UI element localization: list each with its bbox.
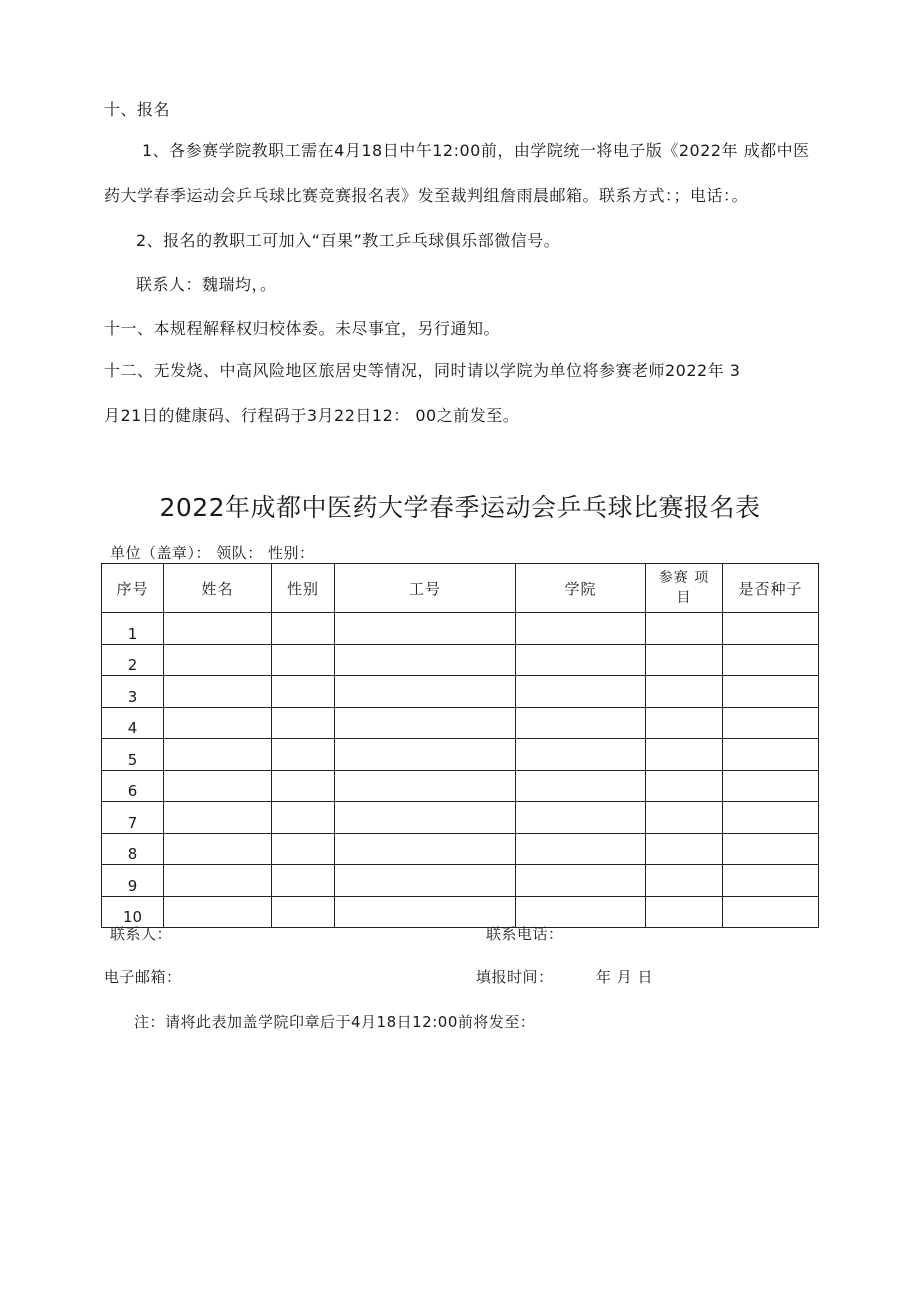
table-row xyxy=(102,613,819,645)
header-event-line-1: 参赛 项 xyxy=(658,570,710,586)
cell-name[interactable] xyxy=(164,865,272,897)
cell-name[interactable] xyxy=(164,739,272,771)
cell-staff-id[interactable] xyxy=(335,644,516,676)
row-number: 7 xyxy=(102,802,164,834)
section-10-paragraph-1-line-2: 药大学春季运动会乒乓球比赛竞赛报名表》发至裁判组詹雨晨邮箱。联系方式：；电话：。 xyxy=(104,186,749,205)
row-number: 6 xyxy=(102,770,164,802)
table-header-row xyxy=(102,564,819,613)
cell-college[interactable] xyxy=(516,613,646,645)
cell-college[interactable] xyxy=(516,802,646,834)
cell-gender[interactable] xyxy=(272,676,335,708)
cell-gender[interactable] xyxy=(272,707,335,739)
cell-name[interactable] xyxy=(164,770,272,802)
row-number: 5 xyxy=(102,739,164,771)
table-row xyxy=(102,739,819,771)
contact-person-label: 联系人： xyxy=(110,925,173,943)
cell-name[interactable] xyxy=(164,833,272,865)
row-number: 9 xyxy=(102,865,164,897)
cell-staff-id[interactable] xyxy=(335,739,516,771)
cell-name[interactable] xyxy=(164,896,272,928)
cell-staff-id[interactable] xyxy=(335,676,516,708)
row-number: 8 xyxy=(102,833,164,865)
section-10-paragraph-1-line-1: 1、各参赛学院教职工需在4月18日中午12:00前，由学院统一将电子版《2022年 成都中医 xyxy=(142,141,810,160)
cell-staff-id[interactable] xyxy=(335,802,516,834)
cell-gender[interactable] xyxy=(272,896,335,928)
cell-college[interactable] xyxy=(516,707,646,739)
section-12-line-2: 月21日的健康码、行程码于3月22日12： 00之前发至。 xyxy=(104,406,520,425)
cell-event[interactable] xyxy=(646,676,723,708)
cell-seed[interactable] xyxy=(723,802,819,834)
cell-seed[interactable] xyxy=(723,833,819,865)
cell-staff-id[interactable] xyxy=(335,770,516,802)
form-unit-line: 单位（盖章）： 领队： 性别： xyxy=(110,544,315,562)
section-12-line-1: 十二、无发烧、中高风险地区旅居史等情况，同时请以学院为单位将参赛老师2022年 3 xyxy=(104,361,741,380)
cell-event[interactable] xyxy=(646,613,723,645)
cell-college[interactable] xyxy=(516,770,646,802)
cell-event[interactable] xyxy=(646,833,723,865)
cell-event[interactable] xyxy=(646,802,723,834)
cell-staff-id[interactable] xyxy=(335,833,516,865)
table-row xyxy=(102,802,819,834)
cell-gender[interactable] xyxy=(272,739,335,771)
row-number: 10 xyxy=(102,896,164,928)
cell-event[interactable] xyxy=(646,770,723,802)
form-note: 注：请将此表加盖学院印章后于4月18日12:00前将发至： xyxy=(134,1013,536,1031)
fill-date-placeholder: 年 月 日 xyxy=(596,968,654,986)
fill-time-label: 填报时间： xyxy=(476,968,554,986)
table-row xyxy=(102,676,819,708)
cell-gender[interactable] xyxy=(272,644,335,676)
cell-gender[interactable] xyxy=(272,802,335,834)
row-number: 3 xyxy=(102,676,164,708)
cell-seed[interactable] xyxy=(723,865,819,897)
cell-staff-id[interactable] xyxy=(335,613,516,645)
cell-name[interactable] xyxy=(164,802,272,834)
header-event-line-2: 目 xyxy=(676,590,692,606)
table-row xyxy=(102,770,819,802)
cell-event[interactable] xyxy=(646,707,723,739)
cell-event[interactable] xyxy=(646,739,723,771)
cell-college[interactable] xyxy=(516,676,646,708)
section-10-title: 十、报名 xyxy=(104,100,171,119)
cell-college[interactable] xyxy=(516,833,646,865)
contact-phone-label: 联系电话： xyxy=(486,925,564,943)
cell-gender[interactable] xyxy=(272,613,335,645)
cell-seed[interactable] xyxy=(723,613,819,645)
cell-seed[interactable] xyxy=(723,707,819,739)
header-staff-id: 工号 xyxy=(335,564,516,613)
cell-gender[interactable] xyxy=(272,865,335,897)
cell-college[interactable] xyxy=(516,865,646,897)
cell-college[interactable] xyxy=(516,644,646,676)
header-seed: 是否种子 xyxy=(723,564,819,613)
table-row xyxy=(102,896,819,928)
section-10-paragraph-2: 2、报名的教职工可加入“百果”教工乒乓球俱乐部微信号。 xyxy=(136,231,561,250)
section-10-contact: 联系人：魏瑞均，。 xyxy=(136,275,277,294)
cell-name[interactable] xyxy=(164,644,272,676)
header-event xyxy=(646,564,723,613)
cell-seed[interactable] xyxy=(723,739,819,771)
row-number: 1 xyxy=(102,613,164,645)
table-row xyxy=(102,865,819,897)
table-row xyxy=(102,833,819,865)
header-gender: 性别 xyxy=(272,564,335,613)
header-name: 姓名 xyxy=(164,564,272,613)
email-label: 电子邮箱： xyxy=(104,968,182,986)
table-row xyxy=(102,707,819,739)
cell-seed[interactable] xyxy=(723,770,819,802)
cell-gender[interactable] xyxy=(272,770,335,802)
cell-seed[interactable] xyxy=(723,644,819,676)
row-number: 2 xyxy=(102,644,164,676)
cell-event[interactable] xyxy=(646,865,723,897)
cell-staff-id[interactable] xyxy=(335,865,516,897)
cell-name[interactable] xyxy=(164,676,272,708)
form-title: 2022年成都中医药大学春季运动会乒乓球比赛报名表 xyxy=(159,493,761,522)
cell-college[interactable] xyxy=(516,739,646,771)
section-11: 十一、本规程解释权归校体委。未尽事宜，另行通知。 xyxy=(104,319,501,338)
table-row xyxy=(102,644,819,676)
cell-seed[interactable] xyxy=(723,676,819,708)
cell-gender[interactable] xyxy=(272,833,335,865)
cell-event[interactable] xyxy=(646,896,723,928)
cell-name[interactable] xyxy=(164,613,272,645)
registration-table xyxy=(101,563,819,928)
cell-seed[interactable] xyxy=(723,896,819,928)
row-number: 4 xyxy=(102,707,164,739)
cell-event[interactable] xyxy=(646,644,723,676)
header-seq: 序号 xyxy=(102,564,164,613)
header-college: 学院 xyxy=(516,564,646,613)
cell-name[interactable] xyxy=(164,707,272,739)
cell-staff-id[interactable] xyxy=(335,707,516,739)
